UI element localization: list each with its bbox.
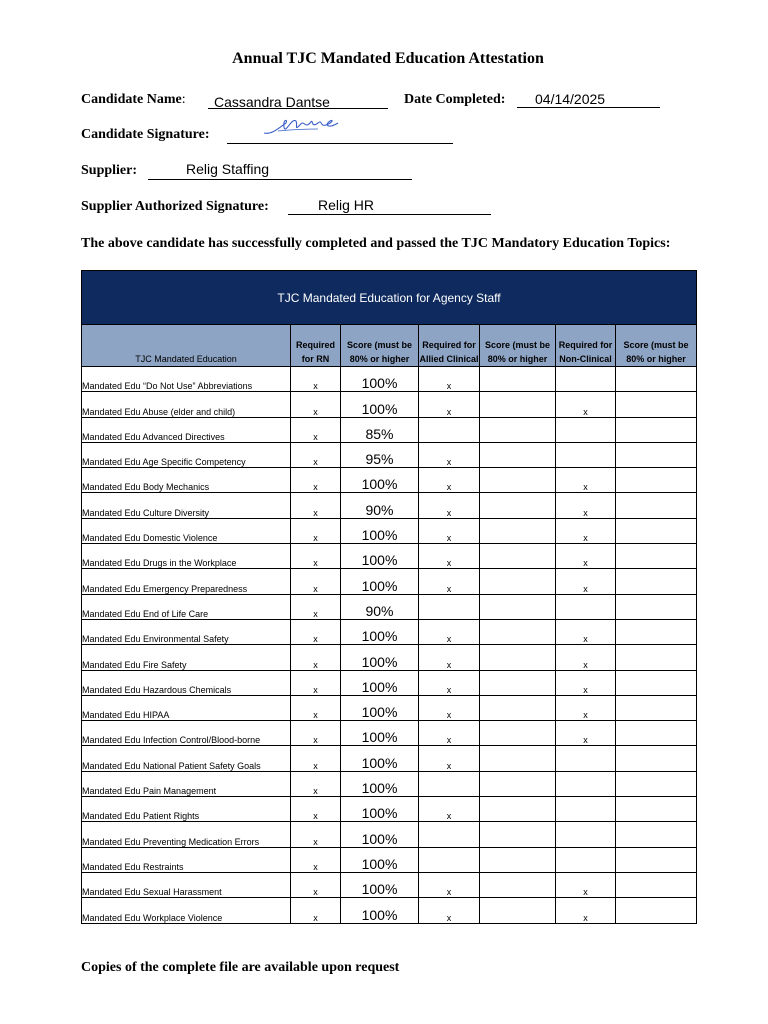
attestation-statement: The above candidate has successfully completed and passed the TJC Mandatory Education Topics: xyxy=(81,236,671,251)
required-allied-cell: x xyxy=(419,367,480,392)
topic-cell: Mandated Edu Emergency Preparedness xyxy=(82,569,291,594)
topic-cell: Mandated Edu Infection Control/Blood-borne xyxy=(82,721,291,746)
required-rn-cell: x xyxy=(291,569,341,594)
col-header-required-allied: Required for Allied Clinical xyxy=(419,325,480,367)
required-rn-cell: x xyxy=(291,898,341,923)
required-allied-cell xyxy=(419,417,480,442)
rn-score-cell: 100% xyxy=(341,797,419,822)
required-nonclinical-cell: x xyxy=(556,898,616,923)
table-row xyxy=(82,594,697,619)
nonclinical-score-cell xyxy=(616,417,697,442)
rn-score-cell: 100% xyxy=(341,771,419,796)
topic-cell: Mandated Edu Patient Rights xyxy=(82,797,291,822)
rn-score-cell: 85% xyxy=(341,417,419,442)
required-allied-cell: x xyxy=(419,797,480,822)
education-table xyxy=(81,270,697,924)
topic-cell: Mandated Edu Fire Safety xyxy=(82,645,291,670)
allied-score-cell xyxy=(480,746,556,771)
rn-score-cell: 100% xyxy=(341,569,419,594)
candidate-signature-line xyxy=(227,143,453,144)
topic-cell: Mandated Edu Environmental Safety xyxy=(82,619,291,644)
candidate-signature-label: Candidate Signature: xyxy=(81,127,210,142)
rn-score-cell: 90% xyxy=(341,594,419,619)
required-rn-cell: x xyxy=(291,518,341,543)
required-nonclinical-cell xyxy=(556,847,616,872)
required-rn-cell: x xyxy=(291,493,341,518)
page-title: Annual TJC Mandated Education Attestation xyxy=(232,50,544,67)
required-allied-cell: x xyxy=(419,695,480,720)
required-nonclinical-cell: x xyxy=(556,569,616,594)
topic-cell: Mandated Edu Workplace Violence xyxy=(82,898,291,923)
required-rn-cell: x xyxy=(291,594,341,619)
topic-cell: Mandated Edu Drugs in the Workplace xyxy=(82,544,291,569)
required-rn-cell: x xyxy=(291,872,341,897)
table-row xyxy=(82,822,697,847)
required-rn-cell: x xyxy=(291,442,341,467)
required-nonclinical-cell xyxy=(556,746,616,771)
allied-score-cell xyxy=(480,468,556,493)
required-nonclinical-cell: x xyxy=(556,518,616,543)
required-nonclinical-cell xyxy=(556,822,616,847)
required-nonclinical-cell xyxy=(556,417,616,442)
allied-score-cell xyxy=(480,822,556,847)
table-row xyxy=(82,670,697,695)
required-nonclinical-cell: x xyxy=(556,695,616,720)
supplier-signature-field[interactable]: Relig HR xyxy=(318,197,375,213)
table-row xyxy=(82,898,697,923)
nonclinical-score-cell xyxy=(616,518,697,543)
allied-score-cell xyxy=(480,392,556,417)
nonclinical-score-cell xyxy=(616,822,697,847)
allied-score-cell xyxy=(480,442,556,467)
required-nonclinical-cell: x xyxy=(556,670,616,695)
date-completed-label: Date Completed: xyxy=(404,92,506,107)
required-allied-cell xyxy=(419,847,480,872)
required-allied-cell: x xyxy=(419,392,480,417)
footer-note: Copies of the complete file are available upon request xyxy=(81,960,400,975)
required-allied-cell: x xyxy=(419,468,480,493)
required-rn-cell: x xyxy=(291,695,341,720)
required-nonclinical-cell: x xyxy=(556,721,616,746)
required-rn-cell: x xyxy=(291,721,341,746)
required-rn-cell: x xyxy=(291,797,341,822)
table-row xyxy=(82,518,697,543)
required-allied-cell xyxy=(419,594,480,619)
required-rn-cell: x xyxy=(291,619,341,644)
allied-score-cell xyxy=(480,594,556,619)
required-allied-cell: x xyxy=(419,872,480,897)
col-header-required-nonclinical: Required for Non-Clinical xyxy=(556,325,616,367)
allied-score-cell xyxy=(480,619,556,644)
table-row xyxy=(82,746,697,771)
nonclinical-score-cell xyxy=(616,367,697,392)
required-allied-cell: x xyxy=(419,493,480,518)
col-header-rn-score: Score (must be 80% or higher xyxy=(341,325,419,367)
table-row xyxy=(82,797,697,822)
allied-score-cell xyxy=(480,493,556,518)
candidate-name-label: Candidate Name: xyxy=(81,92,186,107)
rn-score-cell: 100% xyxy=(341,695,419,720)
topic-cell: Mandated Edu Domestic Violence xyxy=(82,518,291,543)
nonclinical-score-cell xyxy=(616,872,697,897)
table-row xyxy=(82,442,697,467)
required-nonclinical-cell: x xyxy=(556,872,616,897)
rn-score-cell: 100% xyxy=(341,392,419,417)
required-rn-cell: x xyxy=(291,746,341,771)
rn-score-cell: 100% xyxy=(341,822,419,847)
required-nonclinical-cell xyxy=(556,367,616,392)
signature-icon xyxy=(258,113,342,141)
topic-cell: Mandated Edu End of Life Care xyxy=(82,594,291,619)
table-row xyxy=(82,619,697,644)
allied-score-cell xyxy=(480,872,556,897)
rn-score-cell: 100% xyxy=(341,468,419,493)
topic-cell: Mandated Edu Hazardous Chemicals xyxy=(82,670,291,695)
topic-cell: Mandated Edu HIPAA xyxy=(82,695,291,720)
nonclinical-score-cell xyxy=(616,771,697,796)
rn-score-cell: 100% xyxy=(341,670,419,695)
supplier-signature-line xyxy=(288,214,491,215)
required-allied-cell: x xyxy=(419,442,480,467)
required-allied-cell: x xyxy=(419,544,480,569)
date-completed-field[interactable]: 04/14/2025 xyxy=(535,91,606,107)
allied-score-cell xyxy=(480,367,556,392)
supplier-field[interactable]: Relig Staffing xyxy=(186,161,270,177)
nonclinical-score-cell xyxy=(616,468,697,493)
rn-score-cell: 100% xyxy=(341,544,419,569)
required-nonclinical-cell xyxy=(556,594,616,619)
required-rn-cell: x xyxy=(291,417,341,442)
required-nonclinical-cell xyxy=(556,771,616,796)
required-nonclinical-cell: x xyxy=(556,392,616,417)
required-rn-cell: x xyxy=(291,670,341,695)
required-allied-cell: x xyxy=(419,569,480,594)
allied-score-cell xyxy=(480,695,556,720)
table-row xyxy=(82,367,697,392)
nonclinical-score-cell xyxy=(616,544,697,569)
allied-score-cell xyxy=(480,797,556,822)
nonclinical-score-cell xyxy=(616,695,697,720)
rn-score-cell: 100% xyxy=(341,746,419,771)
allied-score-cell xyxy=(480,721,556,746)
nonclinical-score-cell xyxy=(616,797,697,822)
required-rn-cell: x xyxy=(291,367,341,392)
nonclinical-score-cell xyxy=(616,721,697,746)
required-allied-cell: x xyxy=(419,721,480,746)
required-nonclinical-cell: x xyxy=(556,468,616,493)
nonclinical-score-cell xyxy=(616,670,697,695)
table-row xyxy=(82,847,697,872)
allied-score-cell xyxy=(480,645,556,670)
allied-score-cell xyxy=(480,569,556,594)
rn-score-cell: 100% xyxy=(341,872,419,897)
table-row xyxy=(82,417,697,442)
supplier-signature-label: Supplier Authorized Signature: xyxy=(81,199,269,214)
required-rn-cell: x xyxy=(291,645,341,670)
required-allied-cell: x xyxy=(419,619,480,644)
nonclinical-score-cell xyxy=(616,645,697,670)
rn-score-cell: 100% xyxy=(341,898,419,923)
table-banner: TJC Mandated Education for Agency Staff xyxy=(82,271,697,325)
required-rn-cell: x xyxy=(291,544,341,569)
rn-score-cell: 90% xyxy=(341,493,419,518)
col-header-nonclinical-score: Score (must be 80% or higher xyxy=(616,325,697,367)
rn-score-cell: 100% xyxy=(341,518,419,543)
table-row xyxy=(82,645,697,670)
date-completed-line xyxy=(517,107,660,108)
rn-score-cell: 100% xyxy=(341,619,419,644)
allied-score-cell xyxy=(480,518,556,543)
topic-cell: Mandated Edu Abuse (elder and child) xyxy=(82,392,291,417)
nonclinical-score-cell xyxy=(616,594,697,619)
required-allied-cell: x xyxy=(419,645,480,670)
required-allied-cell: x xyxy=(419,898,480,923)
rn-score-cell: 100% xyxy=(341,645,419,670)
table-row xyxy=(82,569,697,594)
table-row xyxy=(82,544,697,569)
table-row xyxy=(82,392,697,417)
col-header-allied-score: Score (must be 80% or higher xyxy=(480,325,556,367)
supplier-label: Supplier: xyxy=(81,163,138,178)
required-rn-cell: x xyxy=(291,392,341,417)
required-allied-cell: x xyxy=(419,746,480,771)
nonclinical-score-cell xyxy=(616,898,697,923)
nonclinical-score-cell xyxy=(616,493,697,518)
required-rn-cell: x xyxy=(291,771,341,796)
table-row xyxy=(82,493,697,518)
required-rn-cell: x xyxy=(291,468,341,493)
topic-cell: Mandated Edu Age Specific Competency xyxy=(82,442,291,467)
required-rn-cell: x xyxy=(291,847,341,872)
required-allied-cell xyxy=(419,771,480,796)
col-header-required-rn: Required for RN xyxy=(291,325,341,367)
rn-score-cell: 100% xyxy=(341,367,419,392)
topic-cell: Mandated Edu Culture Diversity xyxy=(82,493,291,518)
allied-score-cell xyxy=(480,771,556,796)
col-header-education: TJC Mandated Education xyxy=(82,325,291,367)
topic-cell: Mandated Edu National Patient Safety Goals xyxy=(82,746,291,771)
topic-cell: Mandated Edu Restraints xyxy=(82,847,291,872)
topic-cell: Mandated Edu Pain Management xyxy=(82,771,291,796)
required-rn-cell: x xyxy=(291,822,341,847)
candidate-name-field[interactable]: Cassandra Dantse xyxy=(214,94,330,110)
nonclinical-score-cell xyxy=(616,442,697,467)
topic-cell: Mandated Edu Advanced Directives xyxy=(82,417,291,442)
nonclinical-score-cell xyxy=(616,569,697,594)
allied-score-cell xyxy=(480,417,556,442)
topic-cell: Mandated Edu Body Mechanics xyxy=(82,468,291,493)
allied-score-cell xyxy=(480,847,556,872)
nonclinical-score-cell xyxy=(616,619,697,644)
required-nonclinical-cell: x xyxy=(556,544,616,569)
rn-score-cell: 95% xyxy=(341,442,419,467)
table-row xyxy=(82,695,697,720)
required-allied-cell xyxy=(419,822,480,847)
topic-cell: Mandated Edu “Do Not Use” Abbreviations xyxy=(82,367,291,392)
table-row xyxy=(82,468,697,493)
required-nonclinical-cell: x xyxy=(556,619,616,644)
topic-cell: Mandated Edu Sexual Harassment xyxy=(82,872,291,897)
required-allied-cell: x xyxy=(419,670,480,695)
allied-score-cell xyxy=(480,670,556,695)
supplier-line xyxy=(148,179,412,180)
rn-score-cell: 100% xyxy=(341,847,419,872)
table-row xyxy=(82,872,697,897)
allied-score-cell xyxy=(480,898,556,923)
topic-cell: Mandated Edu Preventing Medication Errors xyxy=(82,822,291,847)
required-nonclinical-cell xyxy=(556,442,616,467)
nonclinical-score-cell xyxy=(616,847,697,872)
table-row xyxy=(82,771,697,796)
required-nonclinical-cell: x xyxy=(556,493,616,518)
required-nonclinical-cell xyxy=(556,797,616,822)
nonclinical-score-cell xyxy=(616,392,697,417)
required-nonclinical-cell: x xyxy=(556,645,616,670)
nonclinical-score-cell xyxy=(616,746,697,771)
required-allied-cell: x xyxy=(419,518,480,543)
allied-score-cell xyxy=(480,544,556,569)
table-row xyxy=(82,721,697,746)
rn-score-cell: 100% xyxy=(341,721,419,746)
